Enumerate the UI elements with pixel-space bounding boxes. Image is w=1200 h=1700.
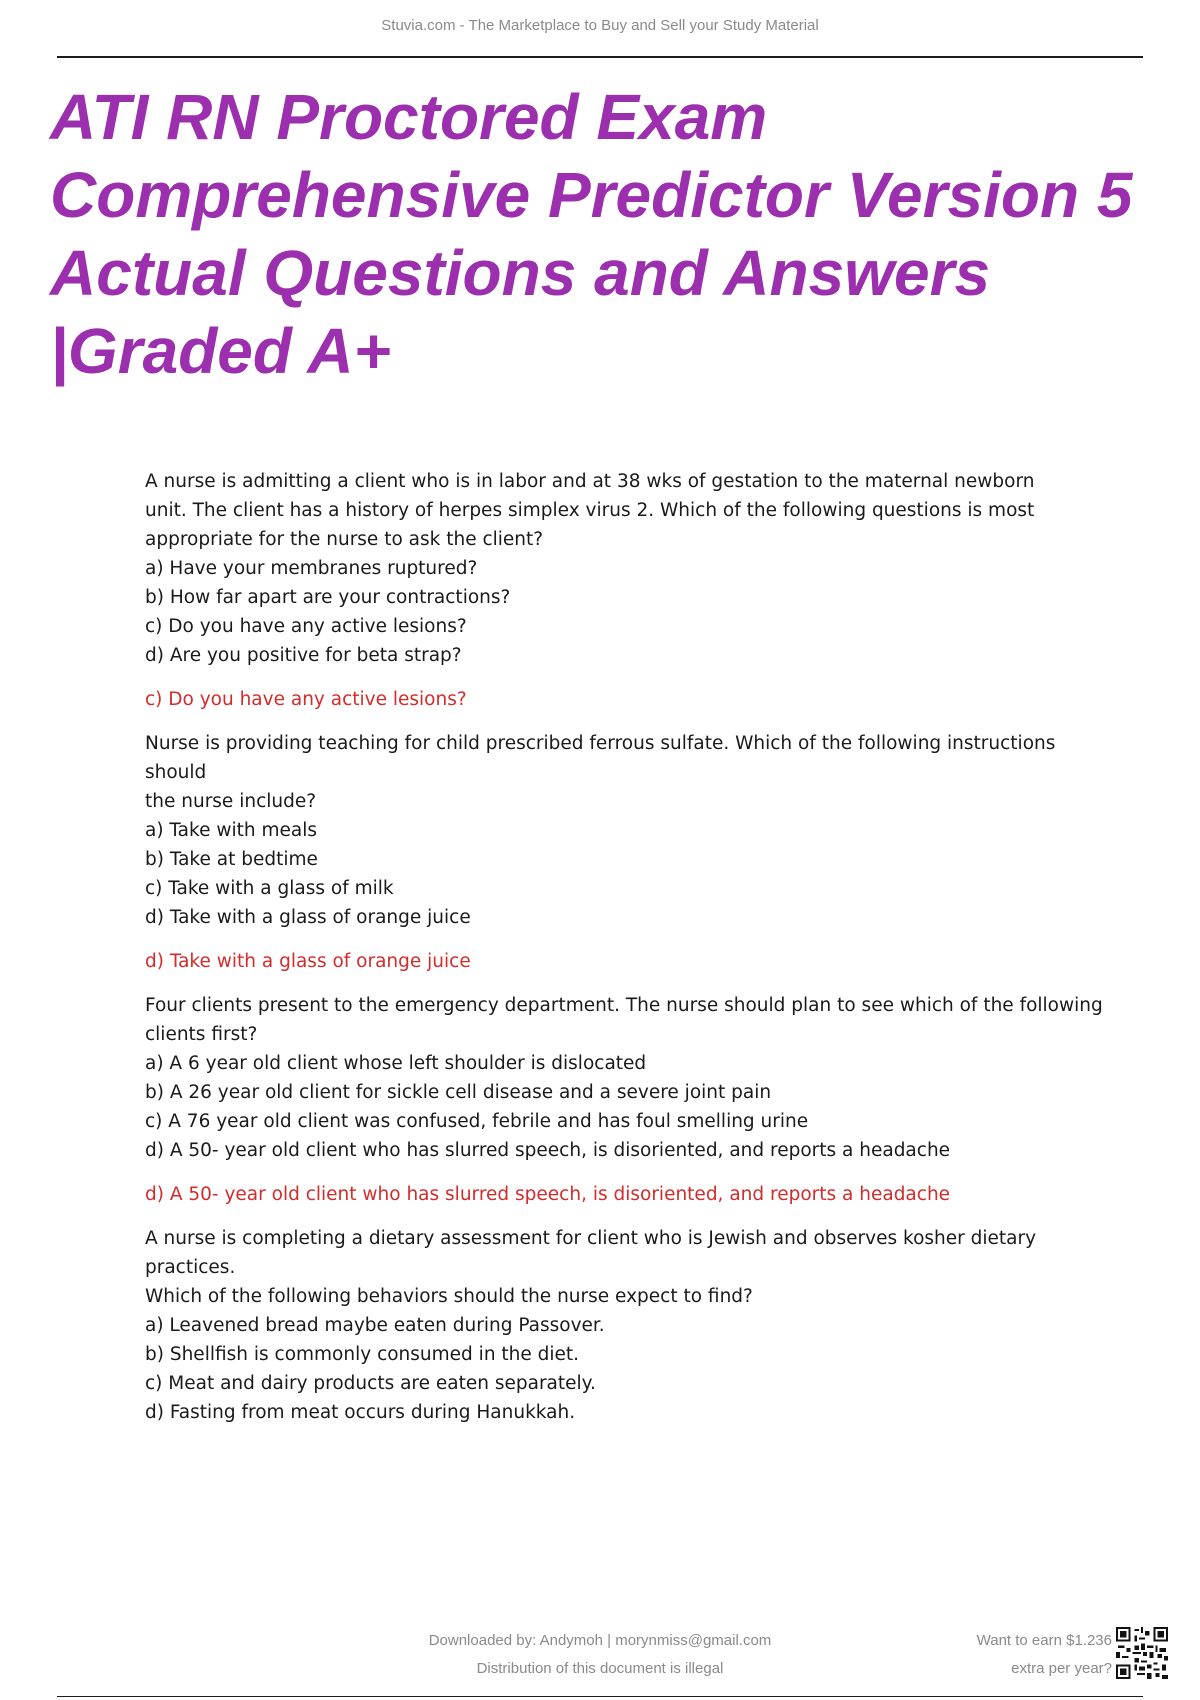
correct-answer: d) Take with a glass of orange juice — [145, 951, 471, 972]
header-divider — [57, 56, 1143, 58]
question-block-4 — [145, 1224, 1095, 1427]
answer-option: a) A 6 year old client whose left shoulder is dislocated — [145, 1053, 647, 1074]
question-text: appropriate for the nurse to ask the client? — [145, 529, 544, 550]
title-line: ATI RN Proctored Exam — [50, 81, 768, 153]
question-text: Four clients present to the emergency department. The nurse should plan to see which of the following — [145, 995, 1103, 1016]
answer-option: b) Shellfish is commonly consumed in the diet. — [145, 1344, 580, 1365]
title-line: Actual Questions and Answers — [50, 237, 991, 309]
answer-option: c) Do you have any active lesions? — [145, 616, 467, 637]
question-text: Nurse is providing teaching for child prescribed ferrous sulfate. Which of the following instructions — [145, 733, 1056, 754]
document-title — [50, 78, 1160, 390]
downloaded-by-text: Downloaded by: Andymoh | morynmiss@gmail.com — [428, 1632, 772, 1649]
correct-answer: c) Do you have any active lesions? — [145, 689, 467, 710]
question-block-1 — [145, 467, 1095, 670]
answer-option: b) A 26 year old client for sickle cell disease and a severe joint pain — [145, 1082, 772, 1103]
qr-code-icon[interactable] — [1116, 1627, 1168, 1679]
answer-option: d) Take with a glass of orange juice — [145, 907, 471, 928]
answer-option: b) Take at bedtime — [145, 849, 318, 870]
answer-option: a) Leavened bread maybe eaten during Passover. — [145, 1315, 605, 1336]
distribution-notice: Distribution of this document is illegal — [476, 1660, 724, 1677]
promo-text[interactable] — [880, 1627, 1112, 1683]
answer-option: c) A 76 year old client was confused, febrile and has foul smelling urine — [145, 1111, 809, 1132]
title-line: |Graded A+ — [50, 315, 391, 387]
download-info — [300, 1627, 900, 1683]
question-text: should — [145, 762, 207, 783]
question-text: A nurse is completing a dietary assessment for client who is Jewish and observes kosher dietary — [145, 1228, 1037, 1249]
site-header-text: Stuvia.com - The Marketplace to Buy and Sell your Study Material — [381, 17, 819, 34]
answer-option: d) Are you positive for beta strap? — [145, 645, 462, 666]
question-list — [145, 467, 1103, 1442]
answer-option: c) Meat and dairy products are eaten separately. — [145, 1373, 596, 1394]
question-text: A nurse is admitting a client who is in labor and at 38 wks of gestation to the maternal newborn — [145, 471, 1035, 492]
correct-answer: d) A 50- year old client who has slurred speech, is disoriented, and reports a headache — [145, 1184, 951, 1205]
answer-option: a) Take with meals — [145, 820, 317, 841]
promo-line: Want to earn $1.236 — [976, 1632, 1112, 1649]
question-block-3 — [145, 991, 1103, 1165]
question-text: practices. — [145, 1257, 236, 1278]
promo-line: extra per year? — [1011, 1660, 1112, 1677]
answer-option: d) A 50- year old client who has slurred speech, is disoriented, and reports a headache — [145, 1140, 951, 1161]
question-text: clients first? — [145, 1024, 258, 1045]
question-text: Which of the following behaviors should the nurse expect to find? — [145, 1286, 753, 1307]
question-text: unit. The client has a history of herpes simplex virus 2. Which of the following questions is most — [145, 500, 1035, 521]
question-block-2 — [145, 729, 1095, 932]
title-line: Comprehensive Predictor Version 5 — [50, 159, 1133, 231]
footer-divider — [57, 1696, 1143, 1697]
question-text: the nurse include? — [145, 791, 317, 812]
answer-option: c) Take with a glass of milk — [145, 878, 394, 899]
answer-option: a) Have your membranes ruptured? — [145, 558, 478, 579]
answer-option: b) How far apart are your contractions? — [145, 587, 511, 608]
answer-option: d) Fasting from meat occurs during Hanukkah. — [145, 1402, 576, 1423]
